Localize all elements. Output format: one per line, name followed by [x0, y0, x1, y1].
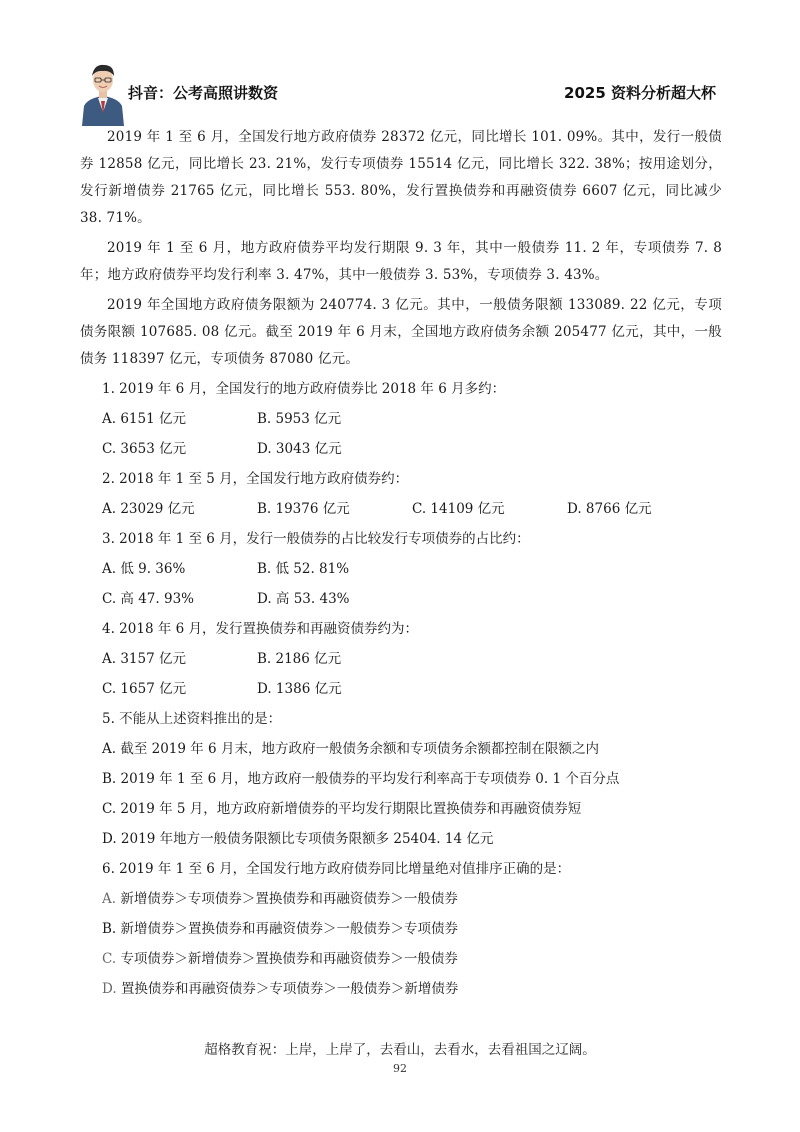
option-d: [102, 976, 722, 1003]
option-c: C. 14109 亿元: [412, 501, 505, 517]
option-c: C. 3653 亿元: [102, 441, 187, 457]
option-d-text: 置换债券和再融资债券＞专项债券＞一般债券＞新增债券: [120, 981, 459, 997]
option-d: D. 8766 亿元: [567, 501, 652, 517]
question-2-options-row: [102, 496, 722, 523]
document-body: [80, 124, 722, 1003]
question-2-stem: 2. 2018 年 1 至 5 月，全国发行地方政府债券约：: [102, 471, 409, 487]
option-a-text: 新增债券＞专项债券＞置换债券和再融资债券＞一般债券: [120, 891, 458, 907]
header-right-title: 2025 资料分析超大杯: [564, 84, 716, 102]
option-b: B. 19376 亿元: [257, 501, 350, 517]
option-b: B. 5953 亿元: [257, 411, 342, 427]
author-avatar: [78, 54, 128, 126]
option-a-letter: A.: [102, 891, 117, 907]
material-paragraph-1: 2019 年 1 至 6 月，全国发行地方政府债券 28372 亿元，同比增长 101. 09%。其中，发行一般债券 12858 亿元，同比增长 23. 21%，发行专项债券 15514 亿元，同比增长 322. 38%；按用途划分，发行新增债券 21765 亿元，同比增长 553. 80%，发行置换债券和再融资债券 6607 亿元，同比减少 38. 71%。: [80, 129, 722, 226]
option-d-letter: D.: [102, 981, 117, 997]
option-d: D. 高 53. 43%: [257, 591, 350, 607]
question-5-stem: 5. 不能从上述资料推出的是：: [102, 711, 282, 727]
option-c: C. 高 47. 93%: [102, 591, 194, 607]
option-a: A. 23029 亿元: [102, 501, 195, 517]
page-number: 92: [393, 1062, 407, 1075]
option-d: D. 3043 亿元: [257, 441, 342, 457]
option-c: [102, 946, 722, 973]
option-b: B. 2186 亿元: [257, 651, 342, 667]
header-left-title: 抖音：公考高照讲数资: [128, 84, 279, 102]
author-photo-icon: [78, 54, 128, 126]
question-1-stem: 1. 2019 年 6 月，全国发行的地方政府债券比 2018 年 6 月多约：: [102, 381, 506, 397]
option-d: D. 2019 年地方一般债务限额比专项债务限额多 25404. 14 亿元: [102, 831, 494, 847]
option-c-letter: C.: [102, 951, 117, 967]
question-4-options-row-1: [102, 646, 722, 673]
option-c: C. 2019 年 5 月，地方政府新增债券的平均发行期限比置换债券和再融资债券短: [102, 801, 582, 817]
option-b: B. 2019 年 1 至 6 月，地方政府一般债券的平均发行利率高于专项债券 0. 1 个百分点: [102, 771, 620, 787]
question-3-stem: 3. 2018 年 1 至 6 月，发行一般债券的占比较发行专项债券的占比约：: [102, 531, 530, 547]
option-d: D. 1386 亿元: [257, 681, 342, 697]
footer-motto: 超格教育祝：上岸，上岸了，去看山，去看水，去看祖国之辽阔。: [204, 1042, 596, 1058]
question-3-options-row-1: [102, 556, 722, 583]
option-a: A. 截至 2019 年 6 月末，地方政府一般债务余额和专项债务余额都控制在限额之内: [102, 741, 599, 757]
option-c-text: 专项债券＞新增债券＞置换债券和再融资债券＞一般债券: [120, 951, 458, 967]
question-4-options-row-2: [102, 676, 722, 703]
question-4-stem: 4. 2018 年 6 月，发行置换债券和再融资债券约为：: [102, 621, 418, 637]
question-3-options-row-2: [102, 586, 722, 613]
option-c: C. 1657 亿元: [102, 681, 187, 697]
option-a: [102, 886, 722, 913]
option-a: A. 低 9. 36%: [102, 561, 186, 577]
question-1-options-row-1: [102, 406, 722, 433]
option-a: A. 3157 亿元: [102, 651, 186, 667]
material-paragraph-2: 2019 年 1 至 6 月，地方政府债券平均发行期限 9. 3 年，其中一般债券 11. 2 年，专项债券 7. 8 年；地方政府债券平均发行利率 3. 47%，其中一般债券 3. 53%，专项债券 3. 43%。: [80, 240, 722, 283]
option-a: A. 6151 亿元: [102, 411, 186, 427]
question-6-stem: 6. 2019 年 1 至 6 月，全国发行地方政府债券同比增量绝对值排序正确的是：: [102, 861, 571, 877]
question-1-options-row-2: [102, 436, 722, 463]
material-paragraph-3: 2019 年全国地方政府债务限额为 240774. 3 亿元。其中，一般债务限额 133089. 22 亿元，专项债务限额 107685. 08 亿元。截至 2019 年 6 月末，全国地方政府债务余额 205477 亿元，其中，一般债务 118397 亿元，专项债务 87080 亿元。: [80, 297, 722, 367]
option-b: B. 低 52. 81%: [257, 561, 350, 577]
option-b: B. 新增债券＞置换债券和再融资债券＞一般债券＞专项债券: [102, 921, 459, 937]
